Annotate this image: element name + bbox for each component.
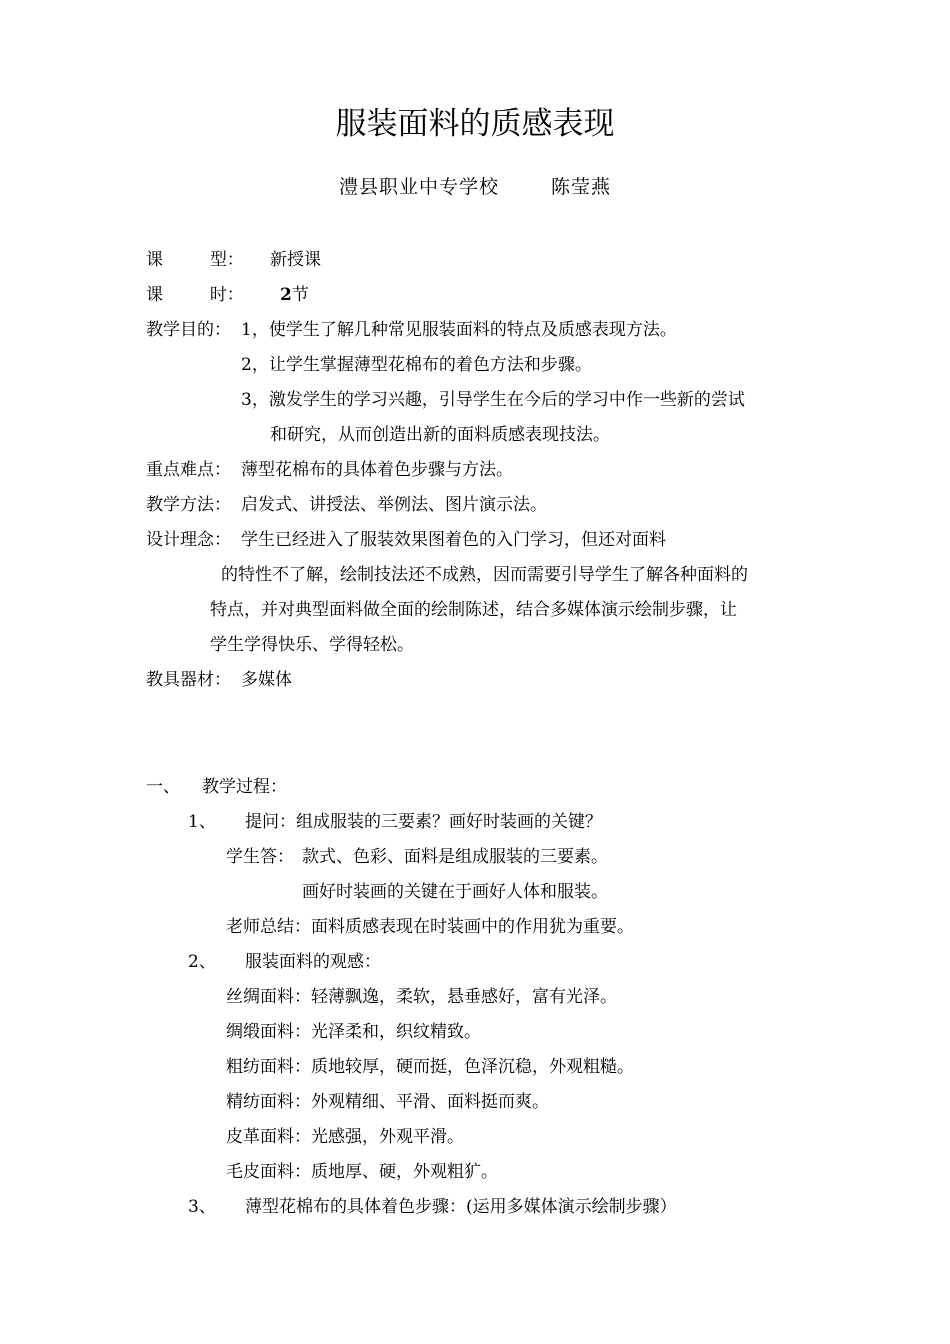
teaching-tools-label: 教具器材： [146, 670, 231, 690]
fabric-item: 皮革面料：光感强，外观平滑。 [226, 1127, 464, 1147]
goal-3-line-2: 和研究，从而创造出新的面料质感表现技法。 [270, 425, 610, 445]
document-subtitle [0, 174, 950, 200]
teaching-method-label: 教学方法： [146, 495, 231, 515]
fabric-item: 粗纺面料：质地较厚，硬而挺，色泽沉稳，外观粗糙。 [226, 1057, 634, 1077]
hours-label-1: 课 [146, 285, 163, 305]
goal-1: 1，使学生了解几种常见服装面料的特点及质感表现方法。 [241, 320, 677, 340]
goal-3-line-1: 3，激发学生的学习兴趣，引导学生在今后的学习中作一些新的尝试 [241, 390, 745, 410]
step-3-number: 3、 [188, 1197, 216, 1217]
key-difficulty-value: 薄型花棉布的具体着色步骤与方法。 [241, 460, 513, 480]
step-1-text: 提问：组成服装的三要素？画好时装画的关键？ [245, 812, 602, 832]
design-concept-line-2: 的特性不了解，绘制技法还不成熟，因而需要引导学生了解各种面料的 [221, 565, 748, 585]
fabric-item: 精纺面料：外观精细、平滑、面料挺而爽。 [226, 1092, 549, 1112]
step-2-number: 2、 [188, 952, 216, 972]
lesson-hours-value [280, 284, 309, 306]
lesson-type-row [146, 249, 244, 271]
teacher-summary: 老师总结：面料质感表现在时装画中的作用犹为重要。 [226, 917, 634, 937]
fabric-item: 绸缎面料：光泽柔和，织纹精致。 [226, 1022, 481, 1042]
design-concept-line-1: 学生已经进入了服装效果图着色的入门学习，但还对面料 [241, 530, 666, 550]
hours-number: 2 [280, 285, 292, 305]
lesson-type-label-1: 课 [146, 250, 163, 270]
fabric-item: 毛皮面料：质地厚、硬，外观粗犷。 [226, 1162, 498, 1182]
goal-2: 2，让学生掌握薄型花棉布的着色方法和步骤。 [241, 355, 592, 375]
school-name: 澧县职业中专学校 [338, 176, 499, 198]
teaching-tools-value: 多媒体 [241, 670, 292, 690]
lesson-type-value: 新授课 [270, 250, 321, 270]
design-concept-line-4: 学生学得快乐、学得轻松。 [210, 635, 414, 655]
document-title: 服装面料的质感表现 [335, 106, 615, 142]
key-difficulty-label: 重点难点： [146, 460, 231, 480]
step-2-text: 服装面料的观感： [245, 952, 381, 972]
teaching-method-value: 启发式、讲授法、举例法、图片演示法。 [241, 495, 547, 515]
fabric-item: 丝绸面料：轻薄飘逸，柔软，悬垂感好，富有光泽。 [226, 987, 617, 1007]
hours-unit: 节 [291, 285, 309, 305]
goals-label: 教学目的： [146, 320, 231, 340]
student-answer-1: 款式、色彩、面料是组成服装的三要素。 [302, 847, 608, 867]
process-heading-number: 一、 [146, 777, 180, 797]
lesson-type-label-2: 型： [209, 250, 244, 270]
design-concept-label: 设计理念： [146, 530, 231, 550]
lesson-hours-row [146, 284, 244, 306]
hours-label-2: 时： [209, 285, 244, 305]
student-answer-label: 学生答： [226, 847, 294, 867]
step-3-text: 薄型花棉布的具体着色步骤：(运用多媒体演示绘制步骤） [245, 1197, 677, 1217]
design-concept-line-3: 特点，并对典型面料做全面的绘制陈述，结合多媒体演示绘制步骤，让 [210, 600, 737, 620]
student-answer-2: 画好时装画的关键在于画好人体和服装。 [302, 882, 608, 902]
step-1-number: 1、 [188, 812, 216, 832]
process-heading: 教学过程： [202, 777, 287, 797]
author-name: 陈莹燕 [551, 176, 612, 198]
